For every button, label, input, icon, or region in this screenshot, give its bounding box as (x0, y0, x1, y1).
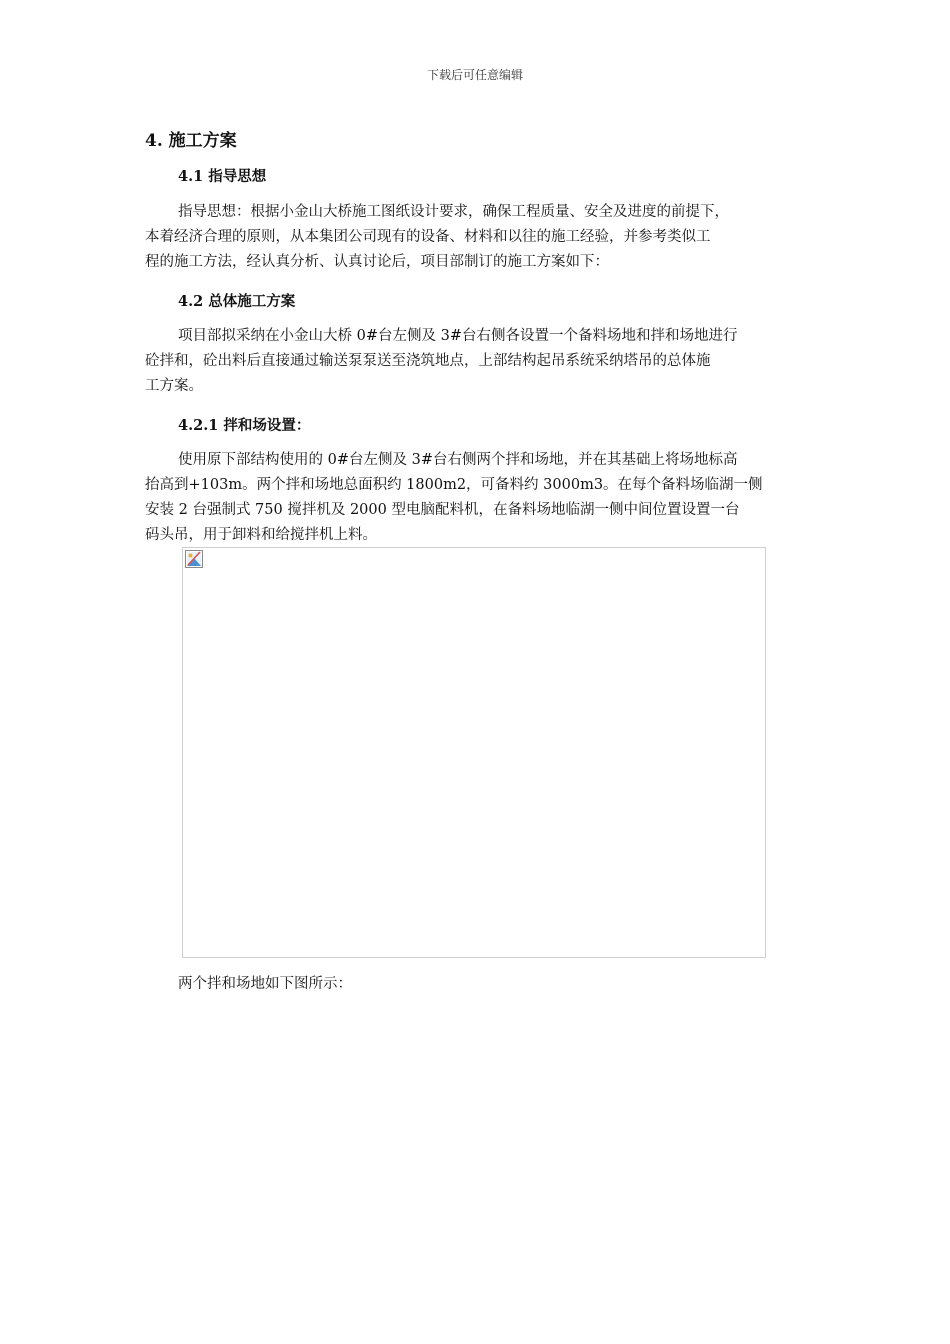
section-title: 4. 施工方案 (145, 131, 237, 151)
subsection-title-4-1: 4.1 指导思想 (178, 168, 267, 185)
paragraph-line: 本着经济合理的原则，从本集团公司现有的设备、材料和以往的施工经验，并参考类似工 (145, 229, 711, 245)
broken-image-icon (185, 550, 203, 568)
figure-placeholder (182, 547, 766, 958)
paragraph-line: 指导思想：根据小金山大桥施工图纸设计要求，确保工程质量、安全及进度的前提下， (178, 204, 729, 220)
subsection-title-4-2-1: 4.2.1 拌和场设置： (178, 417, 311, 434)
paragraph-line: 工方案。 (145, 378, 203, 394)
paragraph-line: 抬高到+103m。两个拌和场地总面积约 1800m2，可备料约 3000m3。在每个备料场临湖一侧 (145, 477, 763, 493)
paragraph-guiding-idea (145, 200, 810, 275)
figure-caption: 两个拌和场地如下图所示： (178, 976, 352, 992)
paragraph-line: 砼拌和，砼出料后直接通过输送泵泵送至浇筑地点，上部结构起吊系统采纳塔吊的总体施 (145, 353, 711, 369)
paragraph-line: 项目部拟采纳在小金山大桥 0#台左侧及 3#台右侧各设置一个备料场地和拌和场地进行 (178, 328, 738, 344)
page-header-note: 下载后可任意编辑 (426, 68, 523, 82)
paragraph-line: 程的施工方法，经认真分析、认真讨论后，项目部制订的施工方案如下： (145, 254, 609, 270)
subsection-title-4-2: 4.2 总体施工方案 (178, 293, 296, 310)
paragraph-mixing-station (145, 448, 810, 548)
paragraph-line: 安装 2 台强制式 750 搅拌机及 2000 型电脑配料机，在备料场地临湖一侧中间位置设置一台 (145, 502, 740, 518)
paragraph-line: 使用原下部结构使用的 0#台左侧及 3#台右侧两个拌和场地，并在其基础上将场地标高 (178, 452, 738, 468)
paragraph-overall-plan (145, 324, 810, 399)
paragraph-line: 码头吊，用于卸料和给搅拌机上料。 (145, 527, 377, 543)
